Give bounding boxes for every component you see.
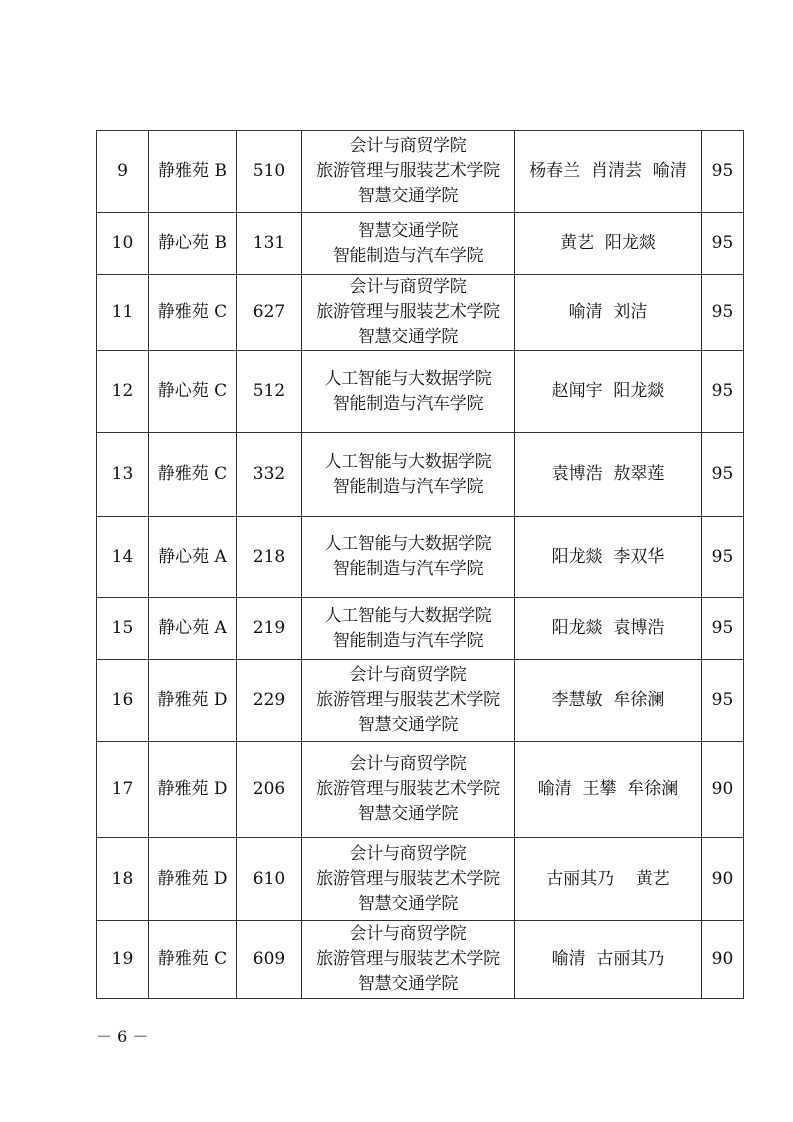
row-number: 16 [97,660,149,742]
room-number: 131 [237,213,302,275]
building-name: 静雅苑 D [149,660,237,742]
college-name: 智能制造与汽车学院 [332,630,484,651]
score: 90 [702,742,744,838]
colleges-cell [302,660,515,742]
college-name: 旅游管理与服装艺术学院 [316,161,500,181]
score: 90 [702,838,744,921]
college-name: 智能制造与汽车学院 [332,245,484,266]
row-number: 11 [97,275,149,351]
building-name: 静心苑 A [149,517,237,598]
college-name: 旅游管理与服装艺术学院 [316,949,500,969]
building-name: 静雅苑 C [149,433,237,517]
score: 95 [702,598,744,660]
room-number: 510 [237,131,302,213]
table-row [97,213,744,275]
room-number: 218 [237,517,302,598]
room-number: 332 [237,433,302,517]
row-number: 12 [97,351,149,433]
room-number: 512 [237,351,302,433]
college-name: 智慧交通学院 [357,220,459,241]
colleges-cell [302,433,515,517]
room-number: 206 [237,742,302,838]
college-name: 会计与商贸学院 [349,754,467,774]
college-name: 人工智能与大数据学院 [324,534,492,554]
row-number: 14 [97,517,149,598]
colleges-cell [302,213,515,275]
college-name: 会计与商贸学院 [349,277,467,297]
staff-names: 赵闻宇 阳龙燚 [515,351,702,433]
staff-names: 喻清 古丽其乃 [515,921,702,999]
college-name: 智能制造与汽车学院 [332,559,484,579]
room-number: 609 [237,921,302,999]
colleges-cell [302,275,515,351]
table-row [97,660,744,742]
colleges-cell [302,921,515,999]
row-number: 15 [97,598,149,660]
college-name: 旅游管理与服装艺术学院 [316,302,500,322]
score: 95 [702,660,744,742]
colleges-cell [302,598,515,660]
college-name: 人工智能与大数据学院 [324,605,492,626]
table-row [97,433,744,517]
table-row [97,921,744,999]
score: 95 [702,275,744,351]
building-name: 静雅苑 D [149,742,237,838]
score: 95 [702,213,744,275]
score: 90 [702,921,744,999]
row-number: 10 [97,213,149,275]
table-row [97,275,744,351]
room-number: 229 [237,660,302,742]
staff-names: 阳龙燚 袁博浩 [515,598,702,660]
table-row [97,742,744,838]
dormitory-score-table [96,130,744,999]
building-name: 静雅苑 D [149,838,237,921]
score: 95 [702,351,744,433]
college-name: 智慧交通学院 [357,186,459,206]
colleges-cell [302,351,515,433]
table-row [97,838,744,921]
college-name: 智慧交通学院 [357,715,459,735]
row-number: 17 [97,742,149,838]
college-name: 会计与商贸学院 [349,924,467,944]
staff-names: 杨春兰 肖清芸 喻清 [515,131,702,213]
college-name: 智能制造与汽车学院 [332,393,484,414]
building-name: 静心苑 B [149,213,237,275]
building-name: 静雅苑 C [149,921,237,999]
building-name: 静雅苑 C [149,275,237,351]
staff-names: 喻清 王攀 牟徐澜 [515,742,702,838]
building-name: 静雅苑 B [149,131,237,213]
building-name: 静心苑 C [149,351,237,433]
room-number: 610 [237,838,302,921]
colleges-cell [302,517,515,598]
college-name: 智慧交通学院 [357,974,459,994]
college-name: 会计与商贸学院 [349,843,467,864]
staff-names: 李慧敏 牟徐澜 [515,660,702,742]
score: 95 [702,433,744,517]
table-row [97,351,744,433]
college-name: 人工智能与大数据学院 [324,368,492,389]
building-name: 静心苑 A [149,598,237,660]
score: 95 [702,517,744,598]
row-number: 18 [97,838,149,921]
staff-names: 古丽其乃 黄艺 [515,838,702,921]
room-number: 627 [237,275,302,351]
college-name: 会计与商贸学院 [349,136,467,156]
colleges-cell [302,742,515,838]
table-row [97,598,744,660]
page-number: － 6 － [96,1027,149,1046]
staff-names: 袁博浩 敖翠莲 [515,433,702,517]
college-name: 智慧交通学院 [357,327,459,347]
room-number: 219 [237,598,302,660]
college-name: 会计与商贸学院 [349,665,467,685]
college-name: 智慧交通学院 [357,804,459,824]
staff-names: 喻清 刘洁 [515,275,702,351]
colleges-cell [302,838,515,921]
colleges-cell [302,131,515,213]
staff-names: 黄艺 阳龙燚 [515,213,702,275]
table-row [97,517,744,598]
staff-names: 阳龙燚 李双华 [515,517,702,598]
college-name: 智能制造与汽车学院 [332,476,484,497]
row-number: 19 [97,921,149,999]
college-name: 旅游管理与服装艺术学院 [316,868,500,889]
score: 95 [702,131,744,213]
college-name: 旅游管理与服装艺术学院 [316,779,500,799]
college-name: 智慧交通学院 [357,893,459,914]
row-number: 9 [97,131,149,213]
row-number: 13 [97,433,149,517]
table-row [97,131,744,213]
college-name: 旅游管理与服装艺术学院 [316,690,500,710]
college-name: 人工智能与大数据学院 [324,451,492,472]
